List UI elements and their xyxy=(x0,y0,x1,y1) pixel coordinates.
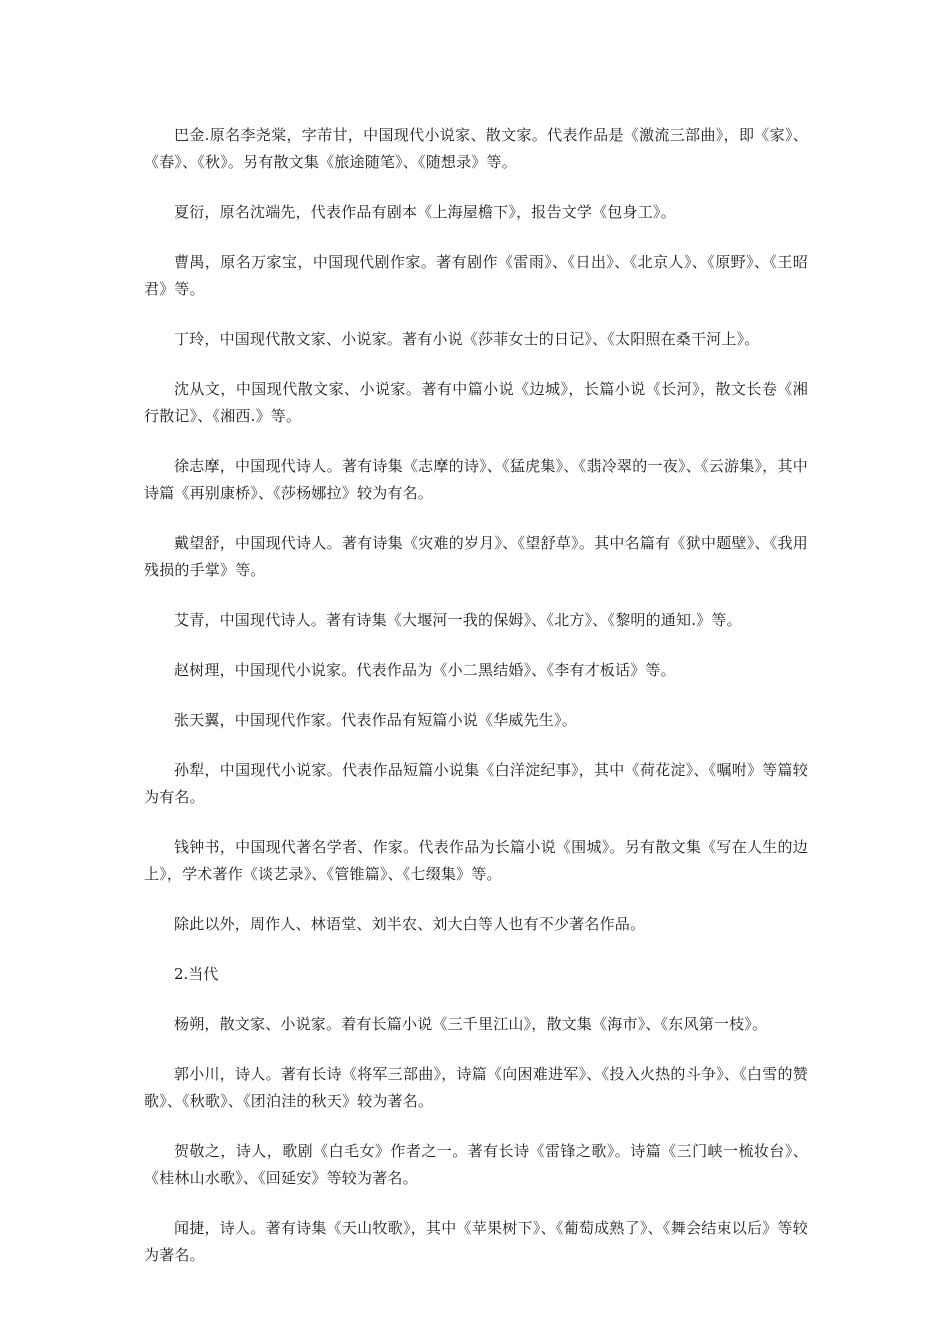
paragraph-zhao-shuli: 赵树理，中国现代小说家。代表作品为《小二黑结婚》、《李有才板话》等。 xyxy=(174,661,676,679)
paragraph-guo-xiaochuan: 郭小川，诗人。著有长诗《将军三部曲》，诗篇《向困难进军》、《投入火热的斗争》、《白雪的赞歌》、《秋歌》、《团泊洼的秋天》较为著名。 xyxy=(144,1065,808,1110)
paragraph-cao-yu: 曹禺，原名万家宝，中国现代剧作家。著有剧作《雷雨》、《日出》、《北京人》、《原野》、《王昭君》等。 xyxy=(144,253,808,298)
document-body xyxy=(144,122,808,1292)
paragraph-he-jingzhi: 贺敬之，诗人，歌剧《白毛女》作者之一。著有长诗《雷锋之歌》。诗篇《三门峡一梳妆台》、《桂林山水歌》、《回延安》等较为著名。 xyxy=(144,1142,808,1187)
paragraph-ba-jin: 巴金.原名李尧棠，字芾甘，中国现代小说家、散文家。代表作品是《激流三部曲》，即《家》、《春》、《秋》。另有散文集《旅途随笔》、《随想录》等。 xyxy=(144,126,808,171)
section-heading: 2.当代 xyxy=(174,965,219,983)
paragraph-shen-congwen: 沈从文，中国现代散文家、小说家。著有中篇小说《边城》，长篇小说《长河》，散文长卷《湘行散记》、《湘西.》等。 xyxy=(144,380,808,425)
paragraph-wen-jie: 闻捷，诗人。著有诗集《天山牧歌》，其中《苹果树下》、《葡萄成熟了》、《舞会结束以后》等较为著名。 xyxy=(144,1219,808,1264)
paragraph-dai-wangshu: 戴望舒，中国现代诗人。著有诗集《灾难的岁月》、《望舒草》。其中名篇有《狱中题壁》、《我用残损的手掌》等。 xyxy=(144,534,808,579)
paragraph-qian-zhongshu: 钱钟书，中国现代著名学者、作家。代表作品为长篇小说《围城》。另有散文集《写在人生的边上》，学术著作《谈艺录》、《管锥篇》、《七缀集》等。 xyxy=(144,838,808,883)
paragraph-xia-yan: 夏衍，原名沈端先，代表作品有剧本《上海屋檐下》，报告文学《包身工》。 xyxy=(174,203,676,221)
paragraph-zhang-tianyi: 张天翼，中国现代作家。代表作品有短篇小说《华威先生》。 xyxy=(174,711,577,729)
paragraph-others: 除此以外，周作人、林语堂、刘半农、刘大白等人也有不少著名作品。 xyxy=(174,915,646,933)
paragraph-xu-zhimo: 徐志摩，中国现代诗人。著有诗集《志摩的诗》、《猛虎集》、《翡冷翠的一夜》、《云游集》，其中诗篇《再别康桥》、《莎杨娜拉》较为有名。 xyxy=(144,457,808,502)
paragraph-ai-qing: 艾青，中国现代诗人。著有诗集《大堰河一我的保姆》、《北方》、《黎明的通知.》等。 xyxy=(174,611,742,629)
paragraph-ding-ling: 丁玲，中国现代散文家、小说家。著有小说《莎菲女士的日记》、《太阳照在桑干河上》。 xyxy=(174,330,760,348)
paragraph-sun-li: 孙犁，中国现代小说家。代表作品短篇小说集《白洋淀纪事》，其中《荷花淀》、《嘱咐》等篇较为有名。 xyxy=(144,761,808,806)
paragraph-yang-shuo: 杨朔，散文家、小说家。着有长篇小说《三千里江山》，散文集《海市》、《东风第一枝》。 xyxy=(174,1015,768,1033)
